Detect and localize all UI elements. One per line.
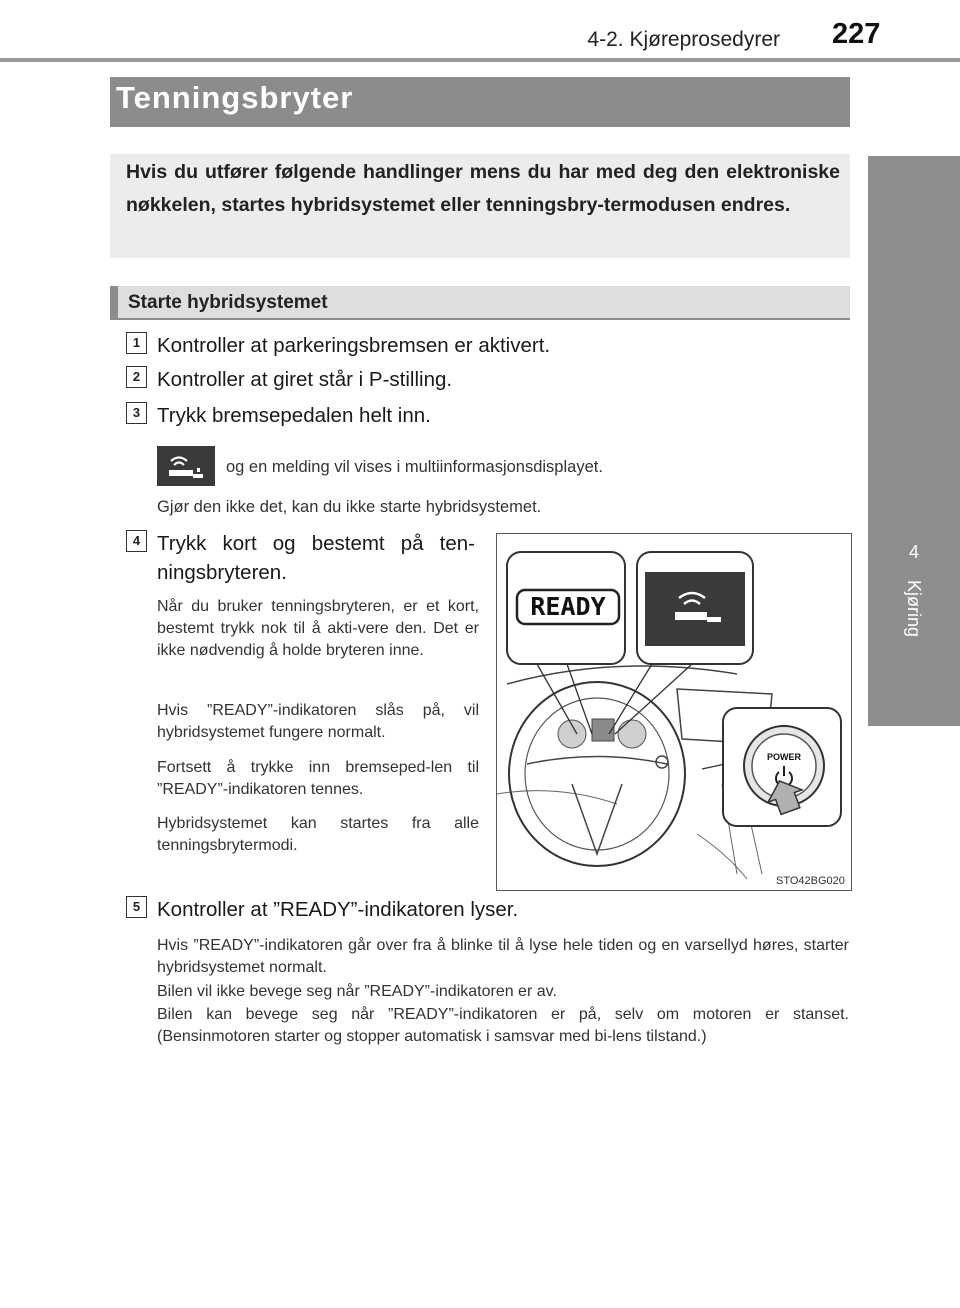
step-badge-5: 5	[126, 896, 147, 918]
step-4-text-line1: Trykk kort og bestemt på ten-	[157, 532, 475, 555]
page-number: 227	[832, 18, 881, 50]
power-label: POWER	[766, 752, 801, 762]
chapter-label-wrap	[868, 580, 960, 670]
step-2-text: Kontroller at giret står i P-stilling.	[157, 368, 453, 391]
step-badge-2: 2	[126, 366, 147, 388]
intro-text: Hvis du utfører følgende handlinger mens du har med deg den elektroniske nøkkelen, startes hybridsystemet eller tenningsbry-termodusen endres.	[126, 161, 840, 216]
step-4-note-1: Når du bruker tenningsbryteren, er et kort, bestemt trykk nok til å akti-vere den. Det er ikke nødvendig å holde bryteren inne.	[157, 598, 479, 659]
header-rule	[0, 58, 960, 62]
chapter-number: 4	[908, 542, 919, 562]
step-5-text: Kontroller at ”READY”-indikatoren lyser.	[157, 898, 519, 921]
step-4-note-4: Hybridsystemet kan startes fra alle tenningsbrytermodi.	[157, 815, 479, 854]
figure-code: STO42BG020	[776, 875, 845, 887]
step-4-note-2: Hvis ”READY”-indikatoren slås på, vil hybridsystemet fungere normalt.	[157, 702, 479, 741]
key-indicator-icon	[157, 446, 215, 486]
step-badge-1: 1	[126, 332, 147, 354]
step-3-warning: Gjør den ikke det, kan du ikke starte hybridsystemet.	[157, 498, 542, 516]
step-4-text-line2: ningsbryteren.	[157, 561, 287, 584]
subheading-accent	[110, 286, 118, 320]
section-label: 4-2. Kjøreprosedyrer	[587, 28, 780, 51]
step-5-note-3: Bilen kan bevege seg når ”READY”-indikatoren er på, selv om motoren er stanset. (Bensinmotoren starter og stopper automatisk i samsvar med bi-lens tilstand.)	[157, 1006, 849, 1045]
step-5-note-2: Bilen vil ikke bevege seg når ”READY”-indikatoren er av.	[157, 983, 557, 1000]
step-badge-3: 3	[126, 402, 147, 424]
subheading: Starte hybridsystemet	[128, 292, 328, 313]
step-3-indicator-note: og en melding vil vises i multiinformasjonsdisplayet.	[226, 458, 603, 476]
step-badge-4: 4	[126, 530, 147, 552]
chapter-label: Kjøring	[904, 580, 924, 638]
step-4-note-3: Fortsett å trykke inn bremseped-len til ”READY”-indikatoren tennes.	[157, 759, 479, 798]
step-5-note-1: Hvis ”READY”-indikatoren går over fra å blinke til å lyse hele tiden og en varsellyd høres, starter hybridsystemet normalt.	[157, 937, 849, 976]
step-3-text: Trykk bremsepedalen helt inn.	[157, 404, 431, 427]
ready-label: READY	[530, 592, 606, 621]
page-title: Tenningsbryter	[116, 80, 354, 115]
step-1-text: Kontroller at parkeringsbremsen er aktivert.	[157, 334, 551, 357]
dashboard-figure	[496, 533, 852, 891]
